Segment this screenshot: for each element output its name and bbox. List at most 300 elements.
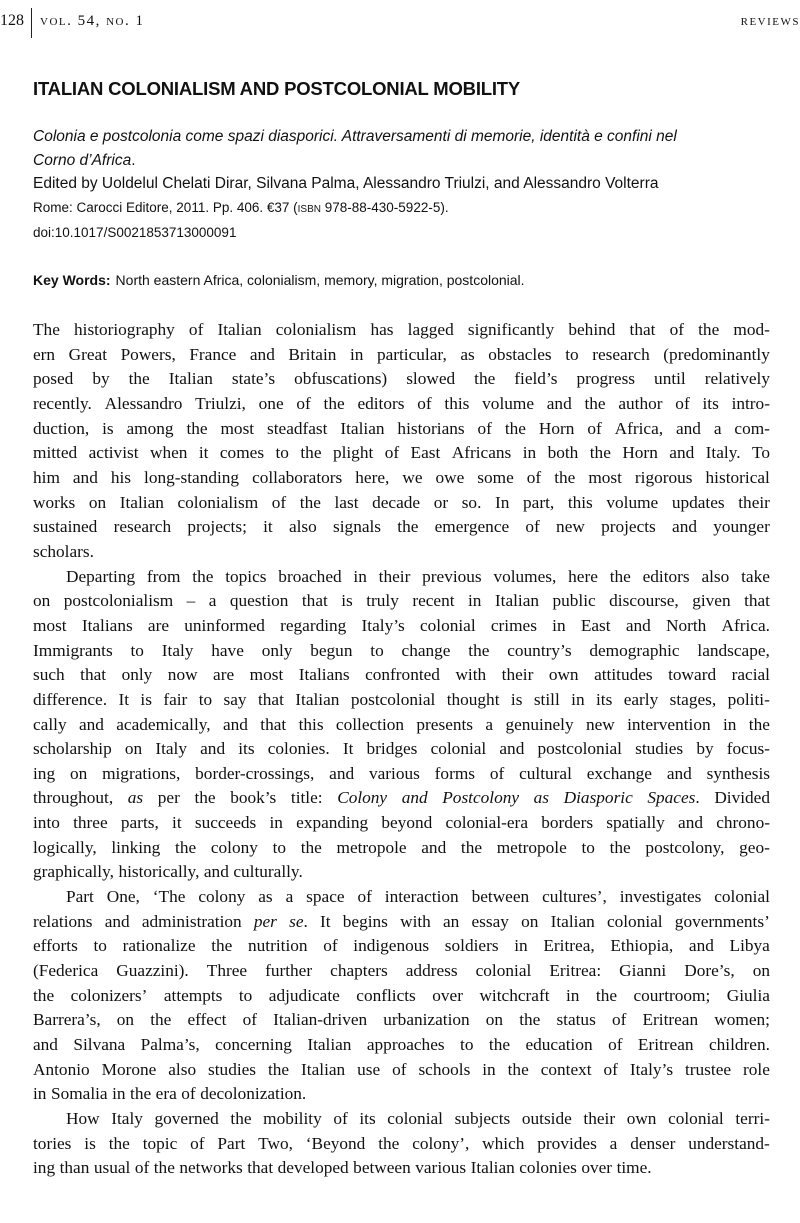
word: of [587,418,602,438]
word: East [410,443,441,463]
word: of [489,763,505,783]
word: and [499,739,525,759]
paragraph-line [33,491,770,516]
word: by [92,369,110,389]
word: Italy [111,1109,143,1128]
doi-link[interactable]: doi:10.1017/S0021853713000091 [33,225,237,240]
word: confronted [365,665,440,685]
book-title-period: . [131,151,136,169]
paragraph-line [33,713,770,738]
word: of [525,517,540,537]
word: border-crossings, [195,763,315,783]
word: East [580,615,611,635]
word: Italy’s [629,1059,674,1079]
word: forms [434,763,475,783]
word: and [72,467,98,487]
word: effect [187,1010,227,1030]
word: significantly [467,320,555,339]
word: France [189,344,237,364]
word: also [168,1059,197,1079]
word: parts, [120,813,159,833]
word: collaborators [252,467,343,487]
word: of [392,1059,407,1079]
book-citation [33,125,773,245]
word: so. [461,492,482,512]
word: status [556,1010,596,1030]
word: is [510,689,523,709]
word: than [59,1158,90,1178]
word: Barrera’s, [33,1010,101,1030]
word: in [514,936,528,956]
word: a [285,887,294,907]
word: chapters [330,961,388,981]
word: has [370,320,394,339]
word: here [568,566,598,586]
word: this [298,714,324,734]
word: the [474,369,496,389]
word: of [675,393,690,413]
word: between [471,887,530,907]
word: and [678,813,703,833]
word: It [118,689,129,709]
word: in [468,591,482,611]
word: Three [206,961,248,981]
word: the [507,1059,529,1079]
word: and [200,739,226,759]
word: new [585,714,615,734]
word: lagged [407,320,454,339]
word: interaction [384,887,459,907]
word: of [526,467,542,487]
word: behind [568,320,616,339]
paragraph-line [33,565,770,590]
word: mod- [733,320,770,339]
paragraph-line [33,466,770,491]
isbn-label: ISBN [297,203,321,215]
word: Two, [258,1133,293,1153]
word: the [504,418,526,438]
word: North [665,615,707,635]
word: ing [33,763,56,783]
word: scholarship [33,739,112,759]
word: conflicts [356,985,416,1005]
word: per [157,788,180,808]
word: posed [33,369,74,389]
word: the [468,640,490,660]
word: which [482,1133,525,1153]
word: Britain [288,344,337,364]
word: per [253,911,277,931]
paragraph-line [33,762,770,787]
word: the [589,443,611,463]
word: culturally. [233,862,303,882]
word: long-standing [144,467,240,487]
word: topic [142,1133,178,1153]
word: and [675,418,701,438]
word: in [269,813,283,833]
word: historical [705,467,770,487]
word: some [477,467,514,487]
word: Part [66,887,94,907]
word: Eritrea: [549,961,602,981]
word: owe [435,467,465,487]
page-number: 128 [0,12,24,29]
word: and [203,862,229,882]
word: Immigrants [33,640,113,660]
word: in [482,1059,496,1079]
word: to [460,1035,474,1055]
word: Guazzini). [116,961,189,981]
word: particular, [376,344,447,364]
word: Italian [301,1059,346,1079]
word: ‘The [152,887,186,907]
paragraph-line [33,663,770,688]
word: metropole [496,837,567,857]
word: an [443,911,460,931]
word: Horn [538,418,575,438]
paragraph-line [33,1058,770,1083]
word: ing [33,1158,56,1178]
word: the [267,1059,290,1079]
word: are [213,665,235,685]
word: – [186,591,196,611]
word: academically, [116,714,211,734]
paragraph-line [33,392,770,417]
paragraph-line [33,614,770,639]
word: to [370,640,384,660]
word: progress [576,369,636,389]
word: (Federica [33,961,99,981]
word: author [618,393,663,413]
word: focus- [726,739,770,759]
word: most [588,467,622,487]
word: colonies [519,1158,577,1178]
word: Triulzi, [195,393,246,413]
word: collection [335,714,405,734]
word: expanding [296,813,369,833]
book-title-line-1: Colonia e postcolonia come spazi diasporici. Attraversamenti di memorie, identità e confini nel [33,128,677,145]
word: witchcraft [479,985,550,1005]
word: over [432,985,463,1005]
word: Africa, [614,418,664,438]
word: studies [635,739,684,759]
word: investigates [619,887,702,907]
word: among [126,418,174,438]
word: the [378,1133,400,1153]
paragraph-line [33,984,770,1009]
word: colonial [475,961,532,981]
word: fair [163,689,188,709]
word: developed [277,1158,349,1178]
paragraph-line [33,1033,770,1058]
word: It [342,739,354,759]
word: Italy [161,640,194,660]
word: of [608,1035,623,1055]
isbn-number: 978-88-430-5922-5). [321,199,449,215]
paragraph-line [33,1156,770,1181]
book-publication [33,196,773,222]
word: of [384,443,400,463]
word: say [223,689,247,709]
word: metropole [336,837,407,857]
word: To [751,443,770,463]
word: obstacles [488,344,552,364]
word: toward [668,665,717,685]
word: the [33,985,55,1005]
word: linking [111,837,161,857]
section-label: reviews [740,13,800,29]
word: beyond [381,813,433,833]
word: also [701,566,730,586]
review-body [33,318,770,1181]
word: slowed [406,369,456,389]
word: racial [731,665,770,685]
word: Departing [66,566,136,586]
journal-volume: vol. 54, no. 1 [40,13,145,29]
word: the [323,393,345,413]
word: volume [482,393,534,413]
word: as [127,788,144,808]
word: Spaces. [647,788,700,808]
word: in [33,1084,47,1104]
word: the [211,936,233,956]
word: postcolonial [350,689,436,709]
word: is [341,591,353,611]
word: in [571,689,585,709]
word: that [257,689,284,709]
word: as [533,788,550,808]
word: topics [225,566,267,586]
word: colonial [419,615,476,635]
paragraph-line [33,441,770,466]
word: its [595,689,613,709]
word: their [501,665,534,685]
word: with [400,911,431,931]
word: How [66,1109,100,1128]
word: title: [290,788,323,808]
word: to [93,936,107,956]
word: provides [537,1133,597,1153]
word: colonialism [177,492,259,512]
word: begins [342,911,388,931]
word: throughout, [33,788,114,808]
word: postcolonial [537,739,622,759]
word: both [547,443,579,463]
word: Libya [729,936,770,956]
word: the [595,985,618,1005]
paragraph-line [33,367,770,392]
word: we [402,467,423,487]
word: in [565,985,580,1005]
word: space [306,887,345,907]
word: of [181,1084,196,1104]
word: networks [179,1158,243,1178]
paragraph-line [33,811,770,836]
word: the [153,1158,175,1178]
word: this [444,393,470,413]
word: courtroom; [633,985,711,1005]
word: demographic [589,640,680,660]
word: regarding [280,615,347,635]
word: it [172,813,182,833]
word: colonialism [275,320,357,339]
paragraph-line [33,1132,770,1157]
word: the [192,566,214,586]
word: research [113,517,172,537]
publication-info: Rome: Carocci Editore, 2011. Pp. 406. €37 ( [33,199,298,215]
word: intro- [731,393,770,413]
word: scholars. [33,541,94,561]
word: schools [418,1059,471,1079]
word: their [378,566,411,586]
word: the [230,1109,252,1128]
word: cally [33,714,67,734]
word: administration [141,911,242,931]
word: landscape, [697,640,770,660]
word: bridges [366,739,418,759]
word: of [603,1059,618,1079]
word: Eritrea, [543,936,595,956]
word: colonial [387,1109,443,1128]
word: volume [606,492,659,512]
word: of [477,418,492,438]
word: a [713,418,722,438]
word: that [247,1158,274,1178]
word: on [69,763,88,783]
word: of [242,1010,257,1030]
word: of [333,1109,348,1128]
word: Italian [168,369,213,389]
word: colonial [668,1109,724,1128]
word: its [702,393,719,413]
word: discourse, [609,591,679,611]
word: se. [289,911,308,931]
word: uninformed [184,615,265,635]
word: given [692,591,731,611]
word: duction, [33,418,90,438]
word: Italian [494,591,540,611]
word: ‘Beyond [305,1133,366,1153]
word: colony [210,837,258,857]
header-divider [31,8,32,38]
word: colonial [430,739,487,759]
word: and [104,911,130,931]
word: usual [93,1158,131,1178]
word: Italian [307,1035,352,1055]
word: graphically, [33,862,114,882]
word: migrations, [102,763,181,783]
word: editors [357,393,405,413]
word: Gianni [619,961,667,981]
word: governments’ [674,911,770,931]
word: and [666,763,692,783]
word: synthesis [706,763,770,783]
word: historically, [118,862,200,882]
word: comes [219,443,265,463]
word: spatially [606,813,665,833]
word: the [128,369,150,389]
word: on [485,1010,504,1030]
running-header [0,8,800,44]
word: colonial [714,887,770,907]
word: Italians [298,665,350,685]
word: and [249,344,275,364]
word: the [609,837,631,857]
word: as [460,344,475,364]
word: in [112,1084,126,1104]
word: new [556,517,585,537]
word: Postcolony [442,788,520,808]
word: colony’, [412,1133,470,1153]
word: it [263,517,273,537]
word: the [150,1010,172,1030]
word: era [155,1084,177,1104]
word: Ethiopia, [610,936,674,956]
word: Part [217,1133,246,1153]
word: such [33,665,65,685]
word: and [329,763,355,783]
word: thought [446,689,500,709]
word: decade [372,492,421,512]
book-editors: Edited by Uoldelul Chelati Dirar, Silvana Palma, Alessandro Triulzi, and Alessandro Volterra [33,175,659,192]
word: tories [33,1133,72,1153]
word: between [353,1158,411,1178]
word: and [625,615,651,635]
word: the [748,714,770,734]
word: various [368,763,420,783]
word: is [84,1133,96,1153]
word: Eritrean [637,1035,694,1055]
word: indigenous [353,936,430,956]
word: Africa. [721,615,770,635]
word: Alessandro [104,393,183,413]
word: the [175,837,197,857]
paragraph-line [33,318,770,343]
word: book’s [230,788,277,808]
word: by [696,739,714,759]
word: is [140,689,152,709]
word: truly [366,591,399,611]
word: activist [88,443,139,463]
word: colonies. [267,739,330,759]
word: postcolonialism [63,591,174,611]
word: colony [198,887,246,907]
word: updates [671,492,725,512]
word: a [208,591,217,611]
word: a [609,1133,618,1153]
word: relations [33,911,93,931]
word: on [521,911,539,931]
word: recently. [33,393,92,413]
word: that [744,591,770,611]
word: relatively [704,369,770,389]
word: outside [521,1109,572,1128]
word: that [80,665,107,685]
word: early [623,689,659,709]
word: Italy [155,739,187,759]
word: children. [708,1035,770,1055]
word: and [222,714,248,734]
word: mobility [263,1109,322,1128]
word: the [609,566,631,586]
word: studies [208,1059,257,1079]
word: Antonio [33,1059,90,1079]
word: that [629,320,656,339]
word: own [548,665,579,685]
word: sustained [33,517,98,537]
word: and [669,443,695,463]
word: the [460,837,483,857]
